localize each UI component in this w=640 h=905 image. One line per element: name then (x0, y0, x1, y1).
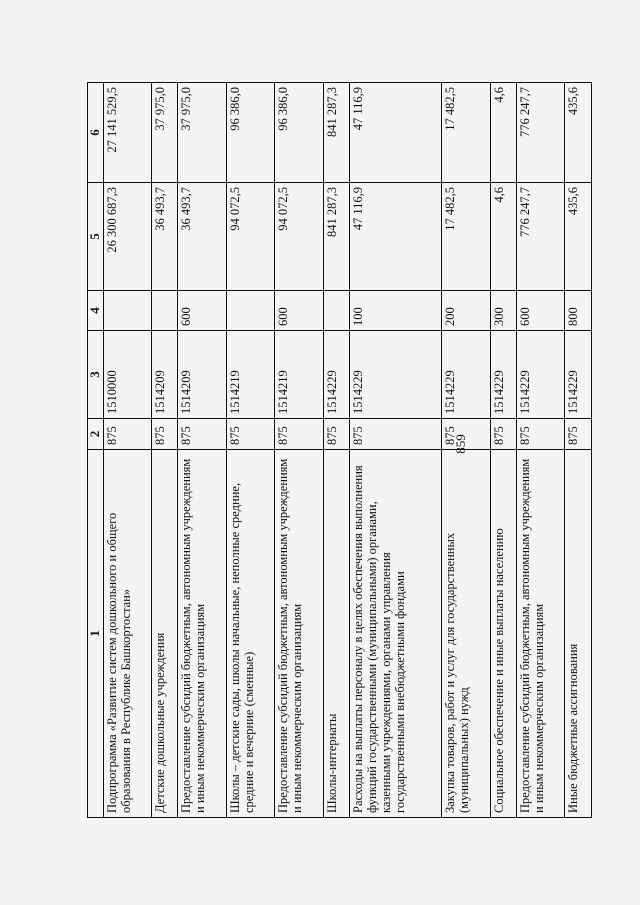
expense-type-cell: 200 (442, 291, 490, 331)
expense-type-cell (103, 291, 151, 331)
target-code-cell: 1514229 (323, 331, 350, 419)
name-cell: Подпрограмма «Развитие систем дошкольного и общего образования в Республике Башкортостан» (103, 450, 151, 818)
target-code-cell: 1514219 (226, 331, 274, 419)
name-cell: Социальное обеспечение и иные выплаты населению (490, 450, 517, 818)
name-cell: Предоставление субсидий бюджетным, автономным учреждениям и иным некоммерческим организациям (517, 450, 565, 818)
amount-2015-cell: 27 141 529,5 (103, 83, 151, 183)
amount-2015-cell: 96 386,0 (226, 83, 274, 183)
amount-2014-cell: 4,6 (490, 183, 517, 291)
ministry-code-cell: 875 (323, 419, 350, 450)
budget-table (87, 82, 592, 818)
header-cell: 6 (88, 83, 104, 183)
ministry-code-cell: 875 (275, 419, 323, 450)
target-code-cell: 1514219 (275, 331, 323, 419)
table-row (275, 83, 323, 818)
name-cell: Школы-интернаты (323, 450, 350, 818)
ministry-code-cell: 875 (442, 419, 490, 450)
expense-type-cell: 300 (490, 291, 517, 331)
target-code-cell: 1514229 (350, 331, 442, 419)
expense-type-cell: 100 (350, 291, 442, 331)
amount-2014-cell: 36 493,7 (178, 183, 226, 291)
name-cell: Предоставление субсидий бюджетным, автономным учреждениям и иным некоммерческим организациям (178, 450, 226, 818)
target-code-cell: 1514229 (442, 331, 490, 419)
target-code-cell: 1514229 (565, 331, 592, 419)
amount-2014-cell: 776 247,7 (517, 183, 565, 291)
amount-2014-cell: 26 300 687,3 (103, 183, 151, 291)
table-row (350, 83, 442, 818)
target-code-cell: 1514209 (151, 331, 178, 419)
amount-2014-cell: 435,6 (565, 183, 592, 291)
ministry-code-cell: 875 (517, 419, 565, 450)
name-cell: Детские дошкольные учреждения (151, 450, 178, 818)
expense-type-cell: 600 (275, 291, 323, 331)
table-row (103, 83, 151, 818)
table-header-row (88, 83, 104, 818)
table-row (490, 83, 517, 818)
table-row (442, 83, 490, 818)
amount-2014-cell: 17 482,5 (442, 183, 490, 291)
amount-2014-cell: 94 072,5 (226, 183, 274, 291)
ministry-code-cell: 875 (151, 419, 178, 450)
expense-type-cell (323, 291, 350, 331)
target-code-cell: 1510000 (103, 331, 151, 419)
name-cell: Предоставление субсидий бюджетным, автономным учреждениям и иным некоммерческим организациям (275, 450, 323, 818)
header-cell: 4 (88, 291, 104, 331)
amount-2015-cell: 37 975,0 (178, 83, 226, 183)
header-cell: 2 (88, 419, 104, 450)
table-row (226, 83, 274, 818)
amount-2015-cell: 435,6 (565, 83, 592, 183)
expense-type-cell (226, 291, 274, 331)
target-code-cell: 1514209 (178, 331, 226, 419)
table-row (323, 83, 350, 818)
amount-2014-cell: 47 116,9 (350, 183, 442, 291)
amount-2015-cell: 37 975,0 (151, 83, 178, 183)
expense-type-cell: 600 (517, 291, 565, 331)
amount-2015-cell: 4,6 (490, 83, 517, 183)
table-row (565, 83, 592, 818)
expense-type-cell: 600 (178, 291, 226, 331)
amount-2014-cell: 36 493,7 (151, 183, 178, 291)
amount-2015-cell: 776 247,7 (517, 83, 565, 183)
header-cell: 3 (88, 331, 104, 419)
amount-2015-cell: 47 116,9 (350, 83, 442, 183)
table-row (517, 83, 565, 818)
rotated-table-container (87, 83, 592, 818)
table-row (151, 83, 178, 818)
amount-2015-cell: 841 287,3 (323, 83, 350, 183)
name-cell: Школы – детские сады, школы начальные, неполные средние, средние и вечерние (сменные) (226, 450, 274, 818)
page-number: 859 (453, 434, 468, 454)
header-cell: 5 (88, 183, 104, 291)
ministry-code-cell: 875 (226, 419, 274, 450)
ministry-code-cell: 875 (350, 419, 442, 450)
expense-type-cell: 800 (565, 291, 592, 331)
amount-2014-cell: 94 072,5 (275, 183, 323, 291)
ministry-code-cell: 875 (103, 419, 151, 450)
amount-2015-cell: 96 386,0 (275, 83, 323, 183)
target-code-cell: 1514229 (490, 331, 517, 419)
name-cell: Иные бюджетные ассигнования (565, 450, 592, 818)
header-cell: 1 (88, 450, 104, 818)
name-cell: Расходы на выплаты персоналу в целях обеспечения выполнения функций государственными (муниципальными) органами, казенными учреждениями, органами управления государственными внебюджетными фондами (350, 450, 442, 818)
ministry-code-cell: 875 (490, 419, 517, 450)
amount-2014-cell: 841 287,3 (323, 183, 350, 291)
ministry-code-cell: 875 (565, 419, 592, 450)
target-code-cell: 1514229 (517, 331, 565, 419)
table-row (178, 83, 226, 818)
name-cell: Закупка товаров, работ и услуг для государственных (муниципальных) нужд (442, 450, 490, 818)
ministry-code-cell: 875 (178, 419, 226, 450)
amount-2015-cell: 17 482,5 (442, 83, 490, 183)
expense-type-cell (151, 291, 178, 331)
